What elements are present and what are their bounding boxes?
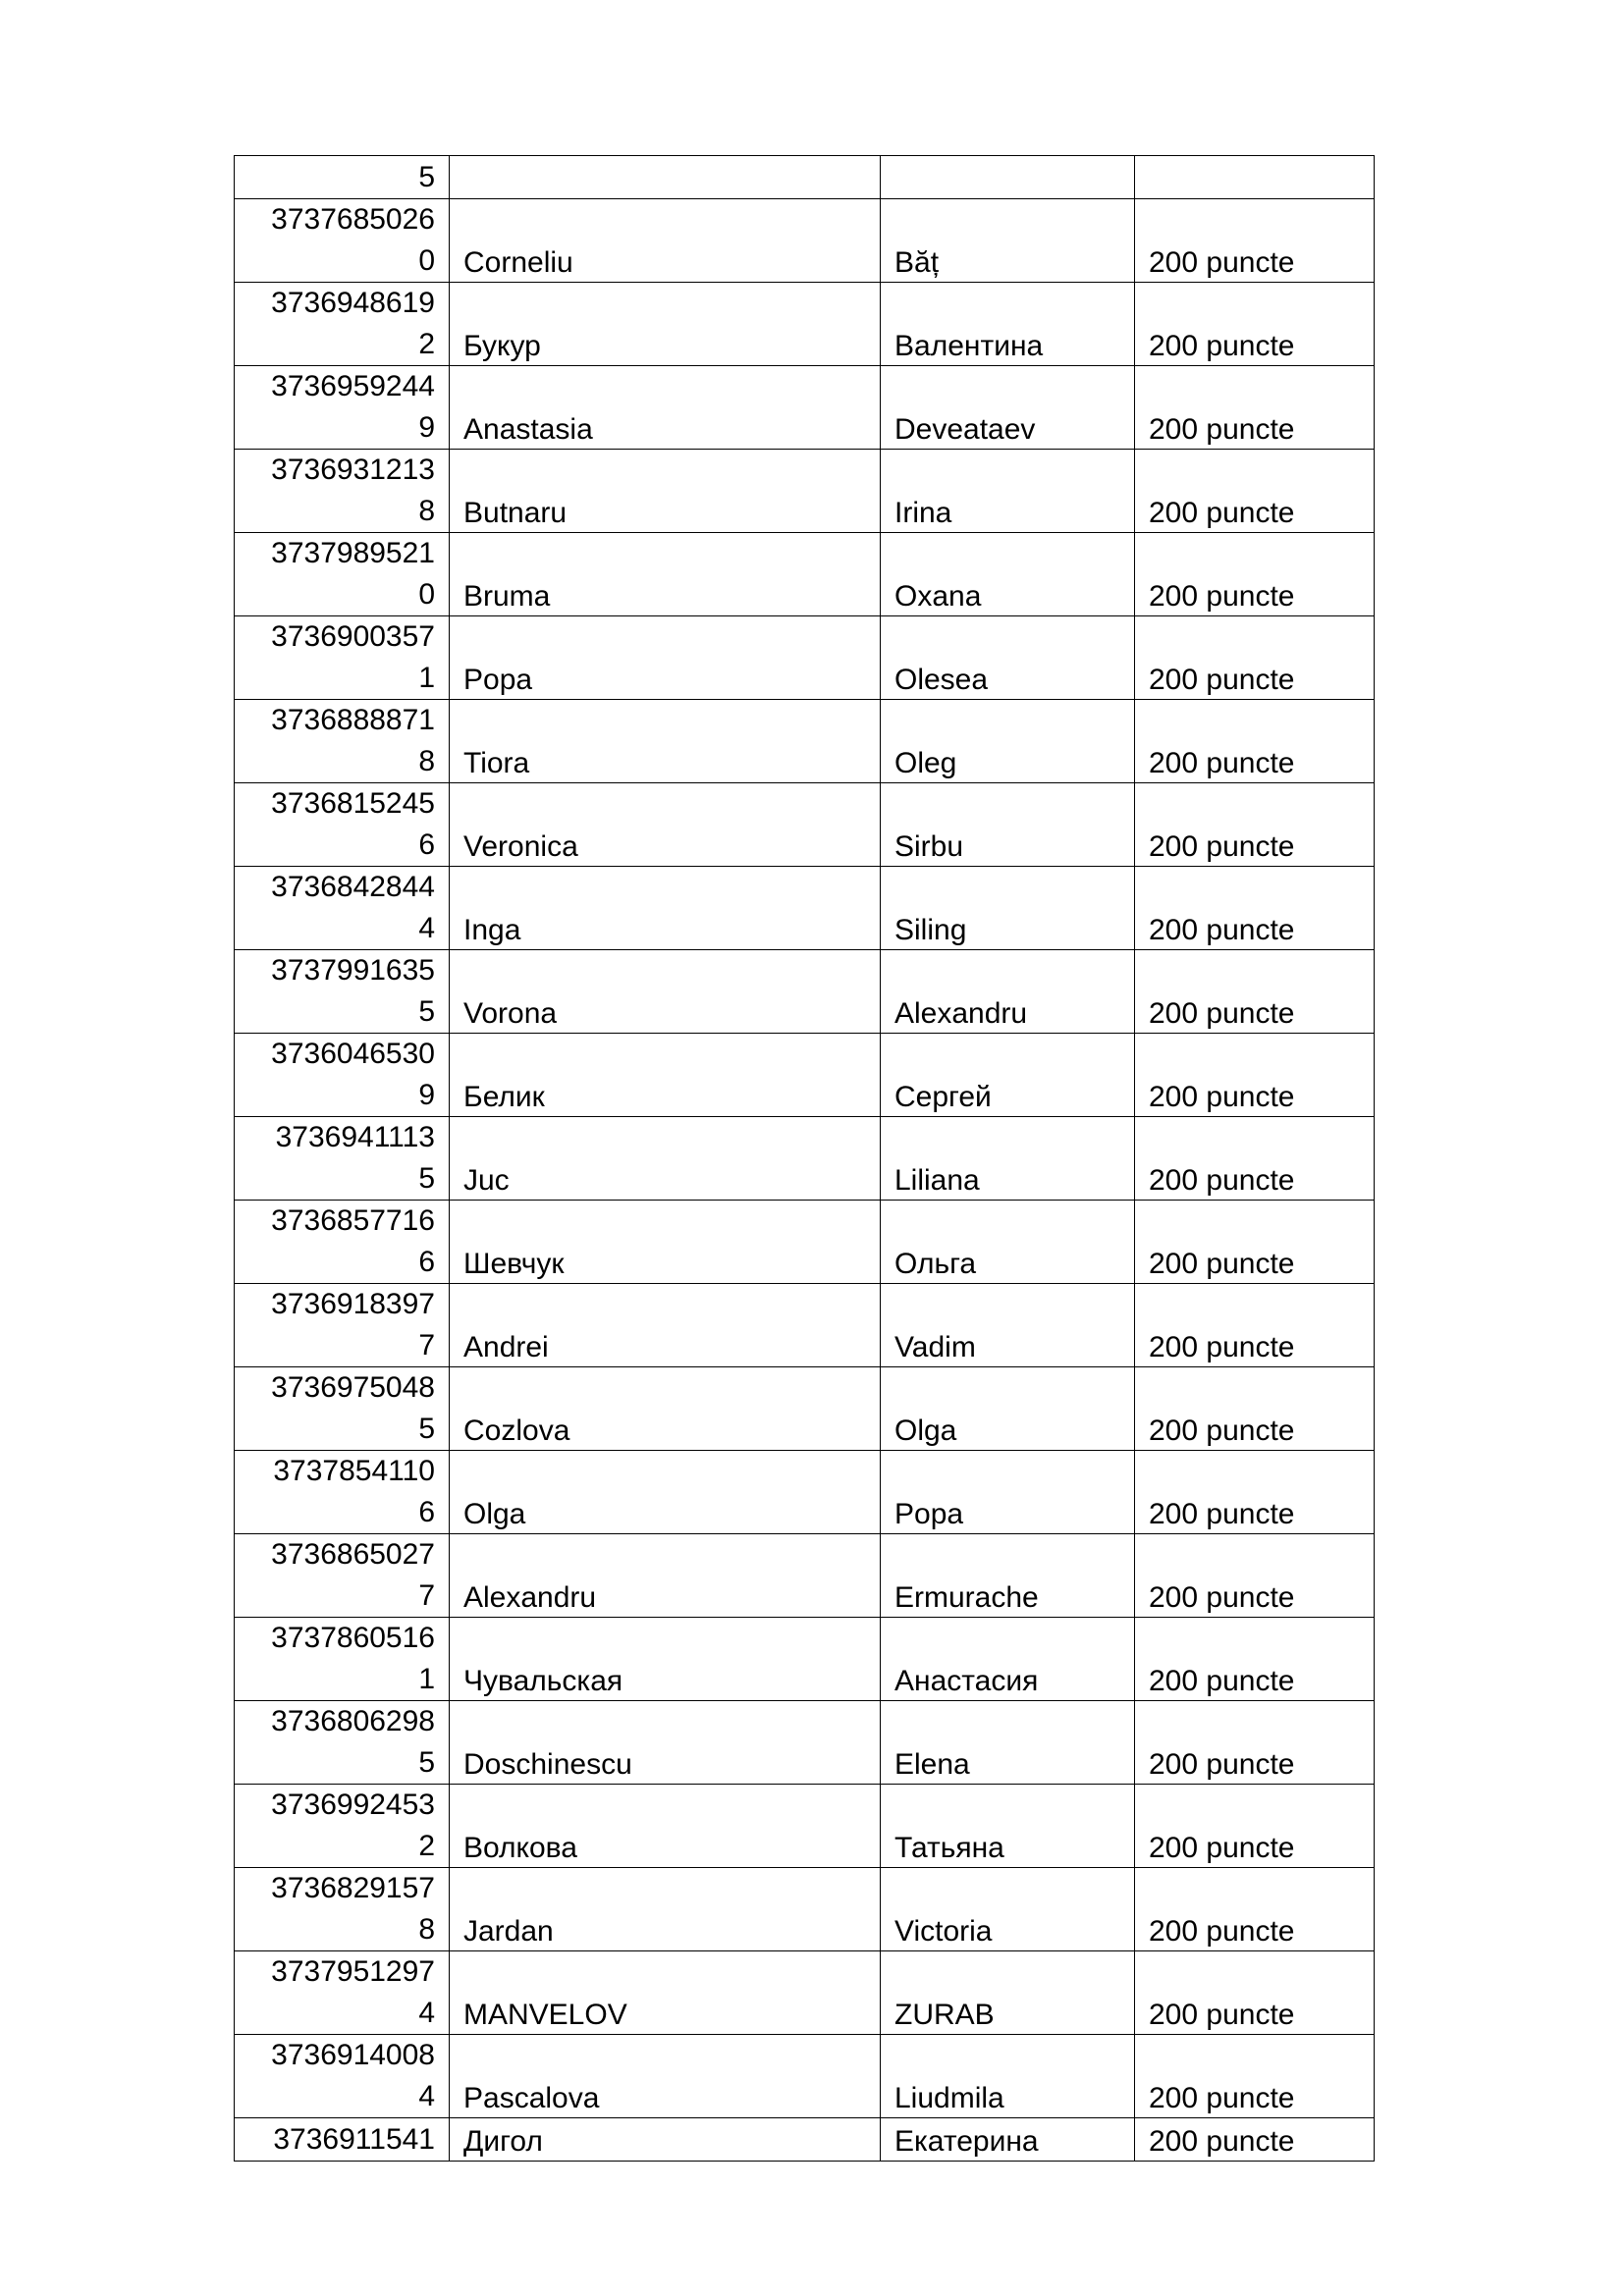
phone-number-part: 3736948619 — [271, 287, 435, 319]
surname-cell: Elena — [881, 1701, 1135, 1785]
points-cell: 200 puncte — [1135, 867, 1375, 950]
name-cell: Pascalova — [450, 2035, 881, 2118]
phone-cell — [235, 1618, 450, 1701]
phone-number-part: 3737951297 — [271, 1955, 435, 1988]
phone-cell — [235, 1951, 450, 2035]
phone-cell — [235, 616, 450, 700]
phone-number-part: 3736888871 — [271, 704, 435, 736]
surname-cell: Deveataev — [881, 366, 1135, 450]
name-cell: Cozlova — [450, 1367, 881, 1451]
points-cell: 200 puncte — [1135, 283, 1375, 366]
phone-cell — [235, 1201, 450, 1284]
phone-number-part: 0 — [418, 578, 435, 611]
table-row — [235, 1951, 1375, 2035]
surname-cell: Ольга — [881, 1201, 1135, 1284]
phone-number-part: 3736857716 — [271, 1204, 435, 1237]
name-cell: Corneliu — [450, 199, 881, 283]
name-cell: Чувальская — [450, 1618, 881, 1701]
name-cell: Doschinescu — [450, 1701, 881, 1785]
phone-number-part: 5 — [418, 995, 435, 1028]
phone-cell — [235, 1534, 450, 1618]
phone-number-part: 3737991635 — [271, 954, 435, 987]
surname-cell: Olesea — [881, 616, 1135, 700]
points-cell: 200 puncte — [1135, 1367, 1375, 1451]
phone-number-part: 3737860516 — [271, 1622, 435, 1654]
name-cell: Bruma — [450, 533, 881, 616]
phone-number-part: 3736931213 — [271, 454, 435, 486]
name-cell: Шевчук — [450, 1201, 881, 1284]
phone-number-part: 9 — [418, 411, 435, 444]
table-row — [235, 2118, 1375, 2162]
surname-cell: Liliana — [881, 1117, 1135, 1201]
table-row — [235, 783, 1375, 867]
name-cell — [450, 156, 881, 199]
phone-number-part: 6 — [418, 1496, 435, 1528]
phone-number-part: 3736975048 — [271, 1371, 435, 1404]
points-cell: 200 puncte — [1135, 1701, 1375, 1785]
name-cell: Дигол — [450, 2118, 881, 2162]
phone-number-part: 6 — [418, 828, 435, 861]
surname-cell: Валентина — [881, 283, 1135, 366]
phone-cell — [235, 2035, 450, 2118]
phone-number-part: 2 — [418, 328, 435, 360]
phone-number-part: 3736865027 — [271, 1538, 435, 1571]
name-cell: MANVELOV — [450, 1951, 881, 2035]
table-row — [235, 450, 1375, 533]
surname-cell: Irina — [881, 450, 1135, 533]
phone-number-part: 3736959244 — [271, 370, 435, 402]
surname-cell: Oleg — [881, 700, 1135, 783]
phone-cell — [235, 156, 450, 199]
table-row — [235, 867, 1375, 950]
surname-cell: Анастасия — [881, 1618, 1135, 1701]
phone-cell — [235, 1868, 450, 1951]
points-cell: 200 puncte — [1135, 1534, 1375, 1618]
points-cell: 200 puncte — [1135, 783, 1375, 867]
phone-number-part: 9 — [418, 1079, 435, 1111]
phone-cell — [235, 450, 450, 533]
surname-cell: Vadim — [881, 1284, 1135, 1367]
phone-cell — [235, 2118, 450, 2162]
points-cell: 200 puncte — [1135, 1451, 1375, 1534]
points-cell: 200 puncte — [1135, 1618, 1375, 1701]
phone-cell — [235, 533, 450, 616]
table-row — [235, 1117, 1375, 1201]
points-cell: 200 puncte — [1135, 950, 1375, 1034]
table-row — [235, 1618, 1375, 1701]
table-row — [235, 533, 1375, 616]
points-cell: 200 puncte — [1135, 1117, 1375, 1201]
phone-number-part: 7 — [418, 1579, 435, 1612]
surname-cell: Oxana — [881, 533, 1135, 616]
surname-cell — [881, 156, 1135, 199]
table-row — [235, 700, 1375, 783]
points-cell: 200 puncte — [1135, 1034, 1375, 1117]
table-row — [235, 366, 1375, 450]
surname-cell: Băț — [881, 199, 1135, 283]
phone-number-part: 8 — [418, 745, 435, 777]
name-cell: Волкова — [450, 1785, 881, 1868]
points-cell: 200 puncte — [1135, 533, 1375, 616]
surname-cell: Popa — [881, 1451, 1135, 1534]
phone-number-part: 8 — [418, 1913, 435, 1946]
points-cell: 200 puncte — [1135, 366, 1375, 450]
name-cell: Olga — [450, 1451, 881, 1534]
name-cell: Tiora — [450, 700, 881, 783]
phone-number-part: 3736900357 — [271, 620, 435, 653]
phone-cell — [235, 1451, 450, 1534]
table-row — [235, 283, 1375, 366]
surname-cell: ZURAB — [881, 1951, 1135, 2035]
name-cell: Popa — [450, 616, 881, 700]
table-row — [235, 1034, 1375, 1117]
phone-cell — [235, 1367, 450, 1451]
name-cell: Andrei — [450, 1284, 881, 1367]
points-cell — [1135, 156, 1375, 199]
points-cell: 200 puncte — [1135, 1201, 1375, 1284]
name-cell: Inga — [450, 867, 881, 950]
points-cell: 200 puncte — [1135, 700, 1375, 783]
phone-number-part: 3737989521 — [271, 537, 435, 569]
phone-number-part: 3736815245 — [271, 787, 435, 820]
phone-cell — [235, 1034, 450, 1117]
name-cell: Jardan — [450, 1868, 881, 1951]
phone-number-part: 3736829157 — [271, 1872, 435, 1904]
phone-number-part: 5 — [418, 161, 435, 193]
phone-number-part: 3736046530 — [271, 1038, 435, 1070]
table-row — [235, 616, 1375, 700]
phone-number-part: 3736806298 — [271, 1705, 435, 1737]
phone-number-part: 3736918397 — [271, 1288, 435, 1320]
surname-cell: Liudmila — [881, 2035, 1135, 2118]
surname-cell: Ermurache — [881, 1534, 1135, 1618]
phone-cell — [235, 1117, 450, 1201]
surname-cell: Olga — [881, 1367, 1135, 1451]
table-row — [235, 1868, 1375, 1951]
phone-number-part: 7 — [418, 1329, 435, 1362]
phone-number-part: 2 — [418, 1830, 435, 1862]
phone-cell — [235, 199, 450, 283]
surname-cell: Sirbu — [881, 783, 1135, 867]
phone-number-part: 3736992453 — [271, 1789, 435, 1821]
points-cell: 200 puncte — [1135, 1785, 1375, 1868]
phone-cell — [235, 1785, 450, 1868]
results-table — [234, 155, 1375, 2162]
phone-number-part: 3737854110 — [273, 1455, 435, 1487]
phone-number-part: 1 — [418, 662, 435, 694]
points-cell: 200 puncte — [1135, 616, 1375, 700]
phone-number-part: 5 — [418, 1746, 435, 1779]
phone-cell — [235, 867, 450, 950]
surname-cell: Сергей — [881, 1034, 1135, 1117]
phone-number-part: 3736914008 — [271, 2039, 435, 2071]
name-cell: Vorona — [450, 950, 881, 1034]
surname-cell: Alexandru — [881, 950, 1135, 1034]
phone-number-part: 6 — [418, 1246, 435, 1278]
points-cell: 200 puncte — [1135, 1951, 1375, 2035]
phone-number-part: 0 — [418, 244, 435, 277]
table-row — [235, 1284, 1375, 1367]
table-row — [235, 1785, 1375, 1868]
table-row — [235, 1534, 1375, 1618]
points-cell: 200 puncte — [1135, 1868, 1375, 1951]
phone-number-part: 3736911541 — [273, 2123, 435, 2156]
surname-cell: Татьяна — [881, 1785, 1135, 1868]
phone-number-part: 1 — [418, 1663, 435, 1695]
phone-number-part: 4 — [418, 912, 435, 944]
phone-number-part: 3737685026 — [271, 203, 435, 236]
phone-number-part: 3736941113 — [275, 1121, 435, 1153]
phone-cell — [235, 783, 450, 867]
phone-number-part: 4 — [418, 2080, 435, 2112]
points-cell: 200 puncte — [1135, 199, 1375, 283]
phone-cell — [235, 283, 450, 366]
table-row — [235, 199, 1375, 283]
points-cell: 200 puncte — [1135, 2118, 1375, 2162]
name-cell: Anastasia — [450, 366, 881, 450]
points-cell: 200 puncte — [1135, 450, 1375, 533]
results-table-body — [235, 156, 1375, 2162]
surname-cell: Siling — [881, 867, 1135, 950]
table-row — [235, 156, 1375, 199]
phone-number-part: 4 — [418, 1997, 435, 2029]
phone-cell — [235, 1701, 450, 1785]
table-row — [235, 950, 1375, 1034]
table-row — [235, 1701, 1375, 1785]
phone-cell — [235, 1284, 450, 1367]
name-cell: Alexandru — [450, 1534, 881, 1618]
phone-number-part: 3736842844 — [271, 871, 435, 903]
points-cell: 200 puncte — [1135, 2035, 1375, 2118]
table-row — [235, 1367, 1375, 1451]
phone-number-part: 5 — [418, 1162, 435, 1195]
name-cell: Butnaru — [450, 450, 881, 533]
phone-cell — [235, 950, 450, 1034]
table-row — [235, 1451, 1375, 1534]
surname-cell: Екатерина — [881, 2118, 1135, 2162]
phone-cell — [235, 366, 450, 450]
phone-cell — [235, 700, 450, 783]
surname-cell: Victoria — [881, 1868, 1135, 1951]
name-cell: Букур — [450, 283, 881, 366]
points-cell: 200 puncte — [1135, 1284, 1375, 1367]
name-cell: Белик — [450, 1034, 881, 1117]
phone-number-part: 5 — [418, 1413, 435, 1445]
phone-number-part: 8 — [418, 495, 435, 527]
name-cell: Veronica — [450, 783, 881, 867]
table-row — [235, 2035, 1375, 2118]
table-row — [235, 1201, 1375, 1284]
name-cell: Juc — [450, 1117, 881, 1201]
